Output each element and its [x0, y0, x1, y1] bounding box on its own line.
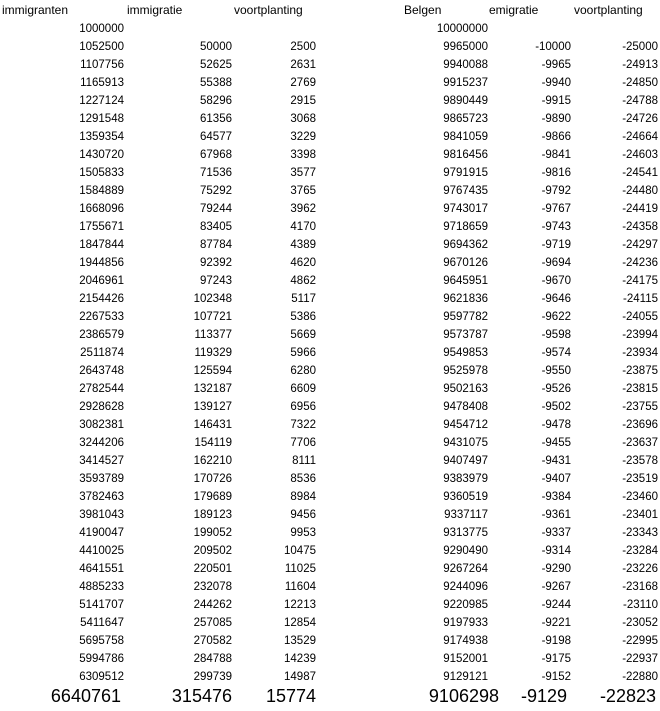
- table-cell[interactable]: 189123: [193, 509, 232, 521]
- table-cell[interactable]: 3577: [290, 167, 316, 179]
- table-cell[interactable]: 1165913: [80, 77, 124, 89]
- table-cell[interactable]: 9743017: [443, 203, 488, 215]
- table-cell[interactable]: 107721: [193, 311, 232, 323]
- table-cell[interactable]: 2046961: [79, 275, 124, 287]
- table-cell[interactable]: 9525978: [443, 365, 488, 377]
- table-cell[interactable]: 61356: [200, 113, 232, 125]
- table-cell[interactable]: 13529: [284, 635, 316, 647]
- table-cell[interactable]: 3593789: [79, 473, 124, 485]
- table-cell[interactable]: 8536: [290, 473, 316, 485]
- header-emigratie[interactable]: emigratie: [489, 3, 539, 17]
- table-cell[interactable]: 10475: [284, 545, 316, 557]
- table-cell[interactable]: 3782463: [79, 491, 124, 503]
- table-cell[interactable]: 3244206: [79, 437, 124, 449]
- total-immigranten[interactable]: 6640761: [50, 686, 121, 706]
- table-cell[interactable]: 170726: [193, 473, 232, 485]
- table-cell[interactable]: 6956: [290, 401, 316, 413]
- table-cell[interactable]: 3981043: [79, 509, 124, 521]
- table-cell[interactable]: 4170: [290, 221, 316, 233]
- table-cell[interactable]: -23460: [622, 491, 658, 503]
- table-cell[interactable]: -9574: [541, 347, 571, 359]
- table-cell[interactable]: 1359354: [79, 131, 124, 143]
- table-cell[interactable]: -23994: [622, 329, 658, 341]
- table-cell[interactable]: 9129121: [443, 671, 488, 683]
- table-cell[interactable]: 50000: [200, 41, 232, 53]
- table-cell[interactable]: -9670: [541, 275, 571, 287]
- table-cell[interactable]: 55388: [200, 77, 232, 89]
- table-cell[interactable]: -24297: [622, 239, 658, 251]
- table-cell[interactable]: 179689: [193, 491, 232, 503]
- total-emigratie[interactable]: -9129: [520, 686, 567, 706]
- table-cell[interactable]: 1052500: [79, 41, 124, 53]
- table-cell[interactable]: 9953: [290, 527, 316, 539]
- table-cell[interactable]: 9337117: [444, 509, 488, 521]
- table-cell[interactable]: 9670126: [443, 257, 488, 269]
- table-cell[interactable]: -9915: [541, 95, 571, 107]
- table-cell[interactable]: -9816: [541, 167, 571, 179]
- table-cell[interactable]: -9267: [541, 581, 571, 593]
- table-cell[interactable]: -23052: [622, 617, 658, 629]
- table-cell[interactable]: 4389: [290, 239, 316, 251]
- table-cell[interactable]: 9197933: [443, 617, 488, 629]
- table-cell[interactable]: -9152: [541, 671, 571, 683]
- table-cell[interactable]: 1107756: [80, 59, 124, 71]
- table-cell[interactable]: -23110: [623, 599, 658, 611]
- total-belgen[interactable]: 9106298: [428, 686, 499, 706]
- table-cell[interactable]: -24541: [622, 167, 658, 179]
- table-cell[interactable]: -23637: [622, 437, 658, 449]
- table-cell[interactable]: -9694: [541, 257, 571, 269]
- table-cell[interactable]: 5966: [290, 347, 316, 359]
- table-cell[interactable]: -9478: [541, 419, 571, 431]
- table-cell[interactable]: -22880: [622, 671, 658, 683]
- table-cell[interactable]: [488, 20, 571, 38]
- table-cell[interactable]: 5695758: [79, 635, 124, 647]
- table-cell[interactable]: 257085: [193, 617, 232, 629]
- table-cell[interactable]: 2769: [290, 77, 316, 89]
- table-cell[interactable]: 14239: [284, 653, 316, 665]
- table-cell[interactable]: -9314: [541, 545, 571, 557]
- table-cell[interactable]: 3082381: [79, 419, 124, 431]
- table-cell[interactable]: 4620: [290, 257, 316, 269]
- table-cell[interactable]: 9383979: [443, 473, 488, 485]
- table-cell[interactable]: 8984: [290, 491, 316, 503]
- table-cell[interactable]: -9502: [541, 401, 571, 413]
- table-cell[interactable]: 9244096: [443, 581, 488, 593]
- table-cell[interactable]: 9841059: [443, 131, 488, 143]
- table-cell[interactable]: -10000: [535, 41, 571, 53]
- table-cell[interactable]: -9221: [541, 617, 571, 629]
- table-cell[interactable]: 9865723: [443, 113, 488, 125]
- table-cell[interactable]: 6280: [290, 365, 316, 377]
- table-cell[interactable]: 9940088: [443, 59, 488, 71]
- header-voortplanting[interactable]: voortplanting: [234, 3, 303, 17]
- table-cell[interactable]: -23934: [622, 347, 658, 359]
- table-cell[interactable]: 9456: [290, 509, 316, 521]
- table-cell[interactable]: 1430720: [79, 149, 124, 161]
- table-cell[interactable]: 9573787: [443, 329, 488, 341]
- table-cell[interactable]: 9431075: [443, 437, 488, 449]
- table-cell[interactable]: 11025: [284, 563, 316, 575]
- table-cell[interactable]: 3962: [290, 203, 316, 215]
- table-cell[interactable]: 4885233: [79, 581, 124, 593]
- header-immigranten[interactable]: immigranten: [2, 3, 69, 17]
- table-cell[interactable]: 9454712: [443, 419, 488, 431]
- table-cell[interactable]: -9940: [541, 77, 571, 89]
- table-cell[interactable]: 9645951: [443, 275, 488, 287]
- table-cell[interactable]: 5141707: [79, 599, 124, 611]
- table-cell[interactable]: 146431: [193, 419, 232, 431]
- table-cell[interactable]: 11604: [284, 581, 316, 593]
- table-cell[interactable]: 9718659: [443, 221, 488, 233]
- table-cell[interactable]: 5411647: [80, 617, 124, 629]
- table-cell[interactable]: -23401: [622, 509, 658, 521]
- table-cell[interactable]: 5994786: [79, 653, 124, 665]
- table-cell[interactable]: 67968: [200, 149, 232, 161]
- table-cell[interactable]: -24850: [622, 77, 658, 89]
- table-cell[interactable]: 1584889: [79, 185, 124, 197]
- total-voortplanting[interactable]: -22823: [599, 686, 656, 706]
- table-cell[interactable]: 64577: [200, 131, 232, 143]
- table-cell[interactable]: 299739: [193, 671, 232, 683]
- table-cell[interactable]: 9915237: [443, 77, 488, 89]
- table-cell[interactable]: 3229: [290, 131, 316, 143]
- table-cell[interactable]: [124, 20, 232, 38]
- table-cell[interactable]: 3414527: [79, 455, 124, 467]
- table-cell[interactable]: 2782544: [79, 383, 124, 395]
- table-cell[interactable]: 12213: [284, 599, 316, 611]
- table-cell[interactable]: -9526: [541, 383, 571, 395]
- table-cell[interactable]: 119329: [194, 347, 232, 359]
- table-cell[interactable]: -23696: [622, 419, 658, 431]
- table-cell[interactable]: -9337: [541, 527, 571, 539]
- table-cell[interactable]: 9890449: [443, 95, 488, 107]
- table-cell[interactable]: 9791915: [443, 167, 488, 179]
- table-cell[interactable]: -23755: [622, 401, 658, 413]
- table-cell[interactable]: -23168: [622, 581, 658, 593]
- table-cell[interactable]: 4862: [290, 275, 316, 287]
- table-cell[interactable]: 270582: [193, 635, 232, 647]
- table-cell[interactable]: 1755671: [79, 221, 124, 233]
- table-cell[interactable]: -9646: [541, 293, 571, 305]
- table-cell[interactable]: -24115: [623, 293, 658, 305]
- table-cell[interactable]: 9965000: [443, 41, 488, 53]
- table-cell[interactable]: -9743: [541, 221, 571, 233]
- table-cell[interactable]: 154119: [194, 437, 232, 449]
- table-cell[interactable]: 4641551: [79, 563, 124, 575]
- table-cell[interactable]: -24236: [622, 257, 658, 269]
- table-cell[interactable]: 9313775: [443, 527, 488, 539]
- header-belgen[interactable]: Belgen: [404, 3, 442, 17]
- table-cell[interactable]: 139127: [193, 401, 232, 413]
- table-cell[interactable]: 1944856: [79, 257, 124, 269]
- table-cell[interactable]: [232, 20, 316, 38]
- table-cell[interactable]: 87784: [200, 239, 232, 251]
- table-cell[interactable]: -24726: [622, 113, 658, 125]
- table-cell[interactable]: 2643748: [79, 365, 124, 377]
- table-cell[interactable]: 52625: [200, 59, 232, 71]
- table-cell[interactable]: 83405: [200, 221, 232, 233]
- table-cell[interactable]: -9175: [541, 653, 571, 665]
- table-cell[interactable]: 9407497: [443, 455, 488, 467]
- table-cell[interactable]: 6609: [290, 383, 316, 395]
- table-cell[interactable]: -24913: [622, 59, 658, 71]
- table-cell[interactable]: -9965: [541, 59, 571, 71]
- table-cell[interactable]: 162210: [193, 455, 232, 467]
- table-cell[interactable]: 10000000: [436, 23, 488, 35]
- table-cell[interactable]: 9767435: [443, 185, 488, 197]
- table-cell[interactable]: -24055: [622, 311, 658, 323]
- table-cell[interactable]: -24358: [622, 221, 658, 233]
- table-cell[interactable]: -24788: [622, 95, 658, 107]
- table-cell[interactable]: 5386: [290, 311, 316, 323]
- table-cell[interactable]: 1000000: [79, 23, 124, 35]
- table-cell[interactable]: -25000: [622, 41, 658, 53]
- table-cell[interactable]: 4410025: [79, 545, 124, 557]
- table-cell[interactable]: 12854: [284, 617, 316, 629]
- table-cell[interactable]: 3398: [290, 149, 316, 161]
- table-cell[interactable]: -9550: [541, 365, 571, 377]
- table-cell[interactable]: 9597782: [443, 311, 488, 323]
- table-cell[interactable]: 199052: [193, 527, 232, 539]
- table-cell[interactable]: 2928628: [79, 401, 124, 413]
- table-cell[interactable]: 2386579: [79, 329, 124, 341]
- table-cell[interactable]: 209502: [193, 545, 232, 557]
- table-cell[interactable]: 71536: [200, 167, 232, 179]
- table-cell[interactable]: -9455: [541, 437, 571, 449]
- table-cell[interactable]: 244262: [193, 599, 232, 611]
- table-cell[interactable]: 1227124: [79, 95, 124, 107]
- table-cell[interactable]: 5117: [291, 293, 316, 305]
- table-cell[interactable]: 9694362: [443, 239, 488, 251]
- table-cell[interactable]: -23519: [622, 473, 658, 485]
- header-immigratie[interactable]: immigratie: [127, 3, 183, 17]
- table-cell[interactable]: 2915: [290, 95, 316, 107]
- table-cell[interactable]: 9478408: [443, 401, 488, 413]
- table-cell[interactable]: 9152001: [443, 653, 488, 665]
- table-cell[interactable]: 284788: [193, 653, 232, 665]
- header-voortplanting[interactable]: voortplanting: [574, 3, 643, 17]
- table-cell[interactable]: 9290490: [443, 545, 488, 557]
- table-cell[interactable]: -23226: [622, 563, 658, 575]
- table-cell[interactable]: -23284: [622, 545, 658, 557]
- table-cell[interactable]: -9290: [541, 563, 571, 575]
- table-cell[interactable]: -9407: [541, 473, 571, 485]
- table-cell[interactable]: -9198: [541, 635, 571, 647]
- table-cell[interactable]: 9220985: [443, 599, 488, 611]
- table-cell[interactable]: 9549853: [443, 347, 488, 359]
- table-cell[interactable]: 125594: [193, 365, 232, 377]
- table-cell[interactable]: -22995: [622, 635, 658, 647]
- table-cell[interactable]: 3068: [290, 113, 316, 125]
- table-cell[interactable]: 2267533: [79, 311, 124, 323]
- table-cell[interactable]: -9890: [541, 113, 571, 125]
- table-cell[interactable]: 113377: [194, 329, 232, 341]
- table-cell[interactable]: -9719: [541, 239, 571, 251]
- table-cell[interactable]: -9361: [541, 509, 571, 521]
- table-cell[interactable]: 58296: [200, 95, 232, 107]
- table-cell[interactable]: 79244: [200, 203, 232, 215]
- table-cell[interactable]: -24419: [622, 203, 658, 215]
- table-cell[interactable]: -9622: [541, 311, 571, 323]
- table-cell[interactable]: 9267264: [443, 563, 488, 575]
- table-cell[interactable]: 2500: [290, 41, 316, 53]
- table-cell[interactable]: 2631: [290, 59, 316, 71]
- table-cell[interactable]: 220501: [193, 563, 232, 575]
- table-cell[interactable]: -23578: [622, 455, 658, 467]
- table-cell[interactable]: 14987: [284, 671, 316, 683]
- table-cell[interactable]: 9360519: [443, 491, 488, 503]
- table-cell[interactable]: -23875: [622, 365, 658, 377]
- table-cell[interactable]: -9792: [541, 185, 571, 197]
- table-cell[interactable]: -24603: [622, 149, 658, 161]
- table-cell[interactable]: -23815: [622, 383, 658, 395]
- table-cell[interactable]: 1505833: [79, 167, 124, 179]
- table-cell[interactable]: 4190047: [79, 527, 124, 539]
- table-cell[interactable]: 6309512: [79, 671, 124, 683]
- table-cell[interactable]: [571, 20, 658, 38]
- table-cell[interactable]: 7706: [290, 437, 316, 449]
- table-cell[interactable]: -24664: [622, 131, 658, 143]
- table-cell[interactable]: -9244: [541, 599, 571, 611]
- table-cell[interactable]: -9866: [541, 131, 571, 143]
- table-cell[interactable]: 9816456: [443, 149, 488, 161]
- table-cell[interactable]: -22937: [622, 653, 658, 665]
- total-immigratie[interactable]: 315476: [171, 686, 232, 706]
- table-cell[interactable]: 5669: [290, 329, 316, 341]
- table-cell[interactable]: -24480: [622, 185, 658, 197]
- table-cell[interactable]: 97243: [200, 275, 232, 287]
- table-cell[interactable]: 1847844: [79, 239, 124, 251]
- table-cell[interactable]: -9767: [541, 203, 571, 215]
- table-cell[interactable]: 7322: [290, 419, 316, 431]
- table-cell[interactable]: 1668096: [79, 203, 124, 215]
- table-cell[interactable]: -9598: [541, 329, 571, 341]
- table-cell[interactable]: 3765: [290, 185, 316, 197]
- table-cell[interactable]: 1291548: [79, 113, 124, 125]
- table-cell[interactable]: 132187: [193, 383, 232, 395]
- table-cell[interactable]: -9841: [541, 149, 571, 161]
- total-voortplanting[interactable]: 15774: [265, 686, 316, 706]
- table-cell[interactable]: 232078: [193, 581, 232, 593]
- table-cell[interactable]: 9174938: [443, 635, 488, 647]
- table-cell[interactable]: 2154426: [79, 293, 124, 305]
- table-cell[interactable]: -9384: [541, 491, 571, 503]
- table-cell[interactable]: -23343: [622, 527, 658, 539]
- table-cell[interactable]: 2511874: [80, 347, 124, 359]
- table-cell[interactable]: 8111: [292, 455, 316, 467]
- table-cell[interactable]: 92392: [200, 257, 232, 269]
- table-cell[interactable]: 102348: [193, 293, 232, 305]
- table-cell[interactable]: 75292: [200, 185, 232, 197]
- table-cell[interactable]: 9621836: [443, 293, 488, 305]
- table-cell[interactable]: -9431: [541, 455, 571, 467]
- table-cell[interactable]: -24175: [622, 275, 658, 287]
- table-cell[interactable]: 9502163: [443, 383, 488, 395]
